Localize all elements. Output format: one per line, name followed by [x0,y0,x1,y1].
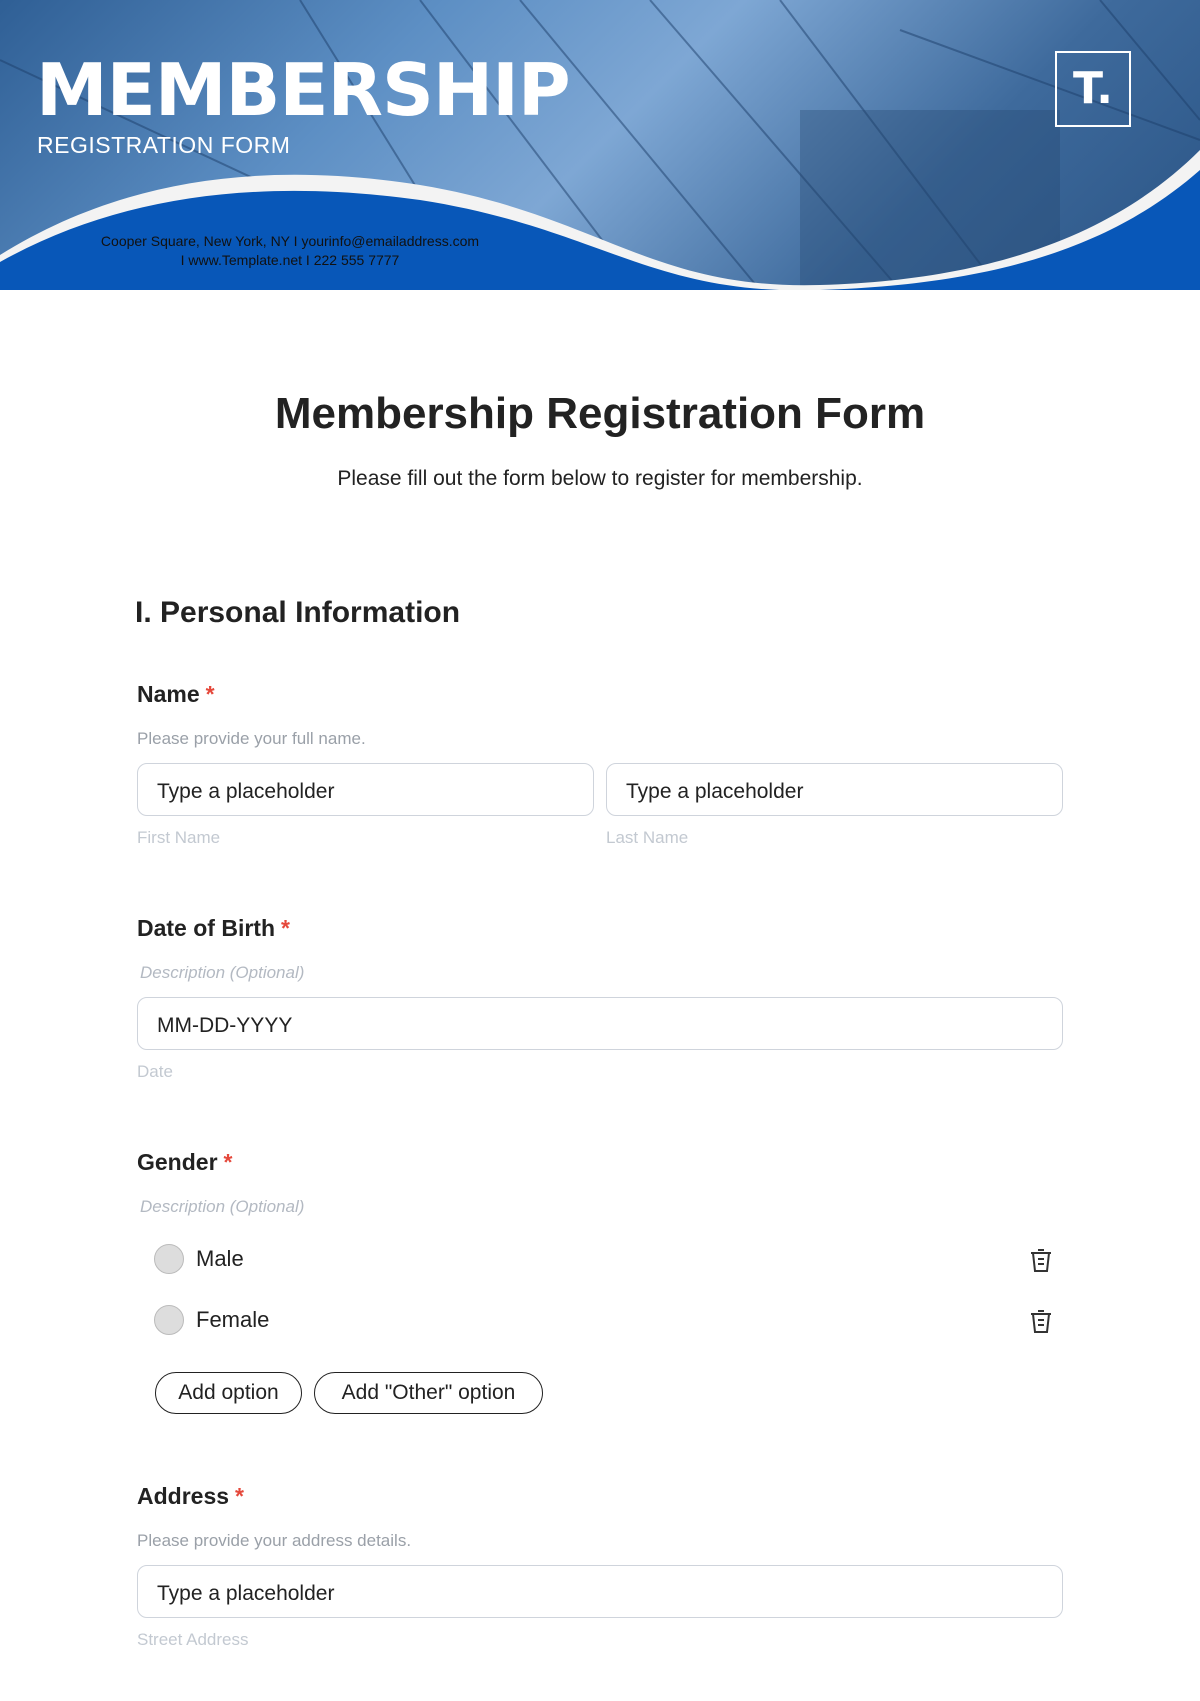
dob-label [137,914,290,942]
contact-info [80,232,500,270]
street-address-input[interactable]: Type a placeholder [137,1565,1063,1618]
first-name-input[interactable]: Type a placeholder [137,763,594,816]
name-label [137,680,215,708]
name-description: Please provide your full name. [137,729,366,748]
banner-title: MEMBERSHIP [36,48,570,132]
header-banner [0,0,1200,290]
address-label [137,1482,244,1510]
gender-label [137,1148,232,1176]
banner-subtitle: REGISTRATION FORM [37,132,291,158]
gender-label-text: Gender [137,1149,218,1175]
last-name-input[interactable]: Type a placeholder [606,763,1063,816]
contact-line-2: I www.Template.net I 222 555 7777 [180,252,400,268]
form-title: Membership Registration Form [274,389,926,438]
gender-description: Description (Optional) [140,1197,305,1216]
street-address-sublabel: Street Address [137,1630,249,1649]
add-option-button[interactable]: Add option [155,1372,302,1414]
first-name-sublabel: First Name [137,828,221,847]
address-description: Please provide your address details. [137,1531,412,1550]
trash-icon[interactable] [1028,1307,1054,1335]
section-heading: I. Personal Information [135,596,461,629]
name-label-text: Name [137,681,200,707]
option-label-male: Male [196,1246,244,1271]
radio-female[interactable] [154,1305,184,1335]
logo: T. [1055,51,1131,127]
dob-description: Description (Optional) [140,963,305,982]
form-intro: Please fill out the form below to register for membership. [337,467,863,490]
dob-label-text: Date of Birth [137,915,275,941]
contact-line-1: Cooper Square, New York, NY I yourinfo@emailaddress.com [100,233,480,249]
dob-sublabel: Date [137,1062,173,1081]
required-mark: * [235,1483,244,1509]
required-mark: * [223,1149,233,1175]
required-mark: * [281,915,290,941]
address-label-text: Address [137,1483,230,1509]
add-other-option-button[interactable]: Add "Other" option [314,1372,543,1414]
trash-icon[interactable] [1028,1246,1054,1274]
last-name-sublabel: Last Name [606,828,689,847]
option-label-female: Female [196,1307,270,1332]
radio-male[interactable] [154,1244,184,1274]
dob-input[interactable]: MM-DD-YYYY [137,997,1063,1050]
required-mark: * [205,681,215,707]
